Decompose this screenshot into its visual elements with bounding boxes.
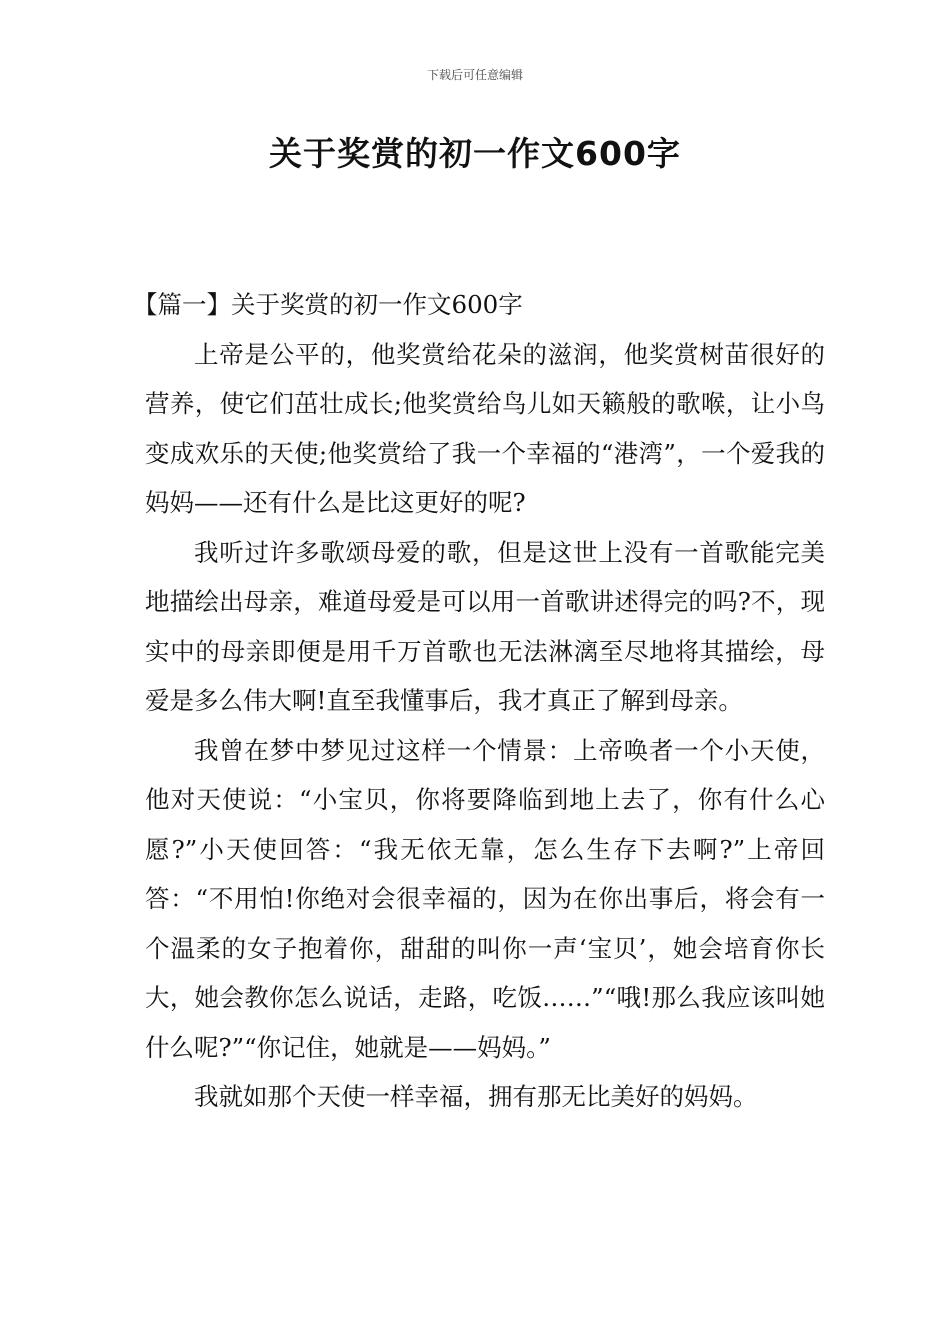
paragraph-1: 上帝是公平的，他奖赏给花朵的滋润，他奖赏树苗很好的营养，使它们茁壮成长;他奖赏给鸟儿如天籁般的歌喉，让小鸟变成欢乐的天使;他奖赏给了我一个幸福的“港湾”，一个爱我的妈妈——还有什么是比这更好的呢?	[145, 339, 825, 517]
paragraph-4: 我就如那个天使一样幸福，拥有那无比美好的妈妈。	[194, 1082, 758, 1111]
document-title: 关于奖赏的初一作文600字	[269, 134, 681, 173]
paragraph-3: 我曾在梦中梦见过这样一个情景：上帝唤者一个小天使，他对天使说：“小宝贝，你将要降临到地上去了，你有什么心愿?”小天使回答：“我无依无靠，怎么生存下去啊?”上帝回答：“不用怕!你绝对会很幸福的，因为在你出事后，将会有一个温柔的女子抱着你，甜甜的叫你一声‘宝贝’，她会培育你长大，她会教你怎么说话，走路，吃饭……”“哦!那么我应该叫她什么呢?”“你记住，她就是——妈妈。”	[145, 735, 825, 1062]
header-note: 下载后可任意编辑	[426, 68, 523, 82]
paragraph-2: 我听过许多歌颂母爱的歌，但是这世上没有一首歌能完美地描绘出母亲，难道母爱是可以用一首歌讲述得完的吗?不，现实中的母亲即便是用千万首歌也无法淋漓至尽地将其描绘，母爱是多么伟大啊!直至我懂事后，我才真正了解到母亲。	[145, 537, 825, 715]
section-heading: 【篇一】关于奖赏的初一作文600字	[133, 290, 523, 319]
document-body	[133, 280, 825, 1122]
